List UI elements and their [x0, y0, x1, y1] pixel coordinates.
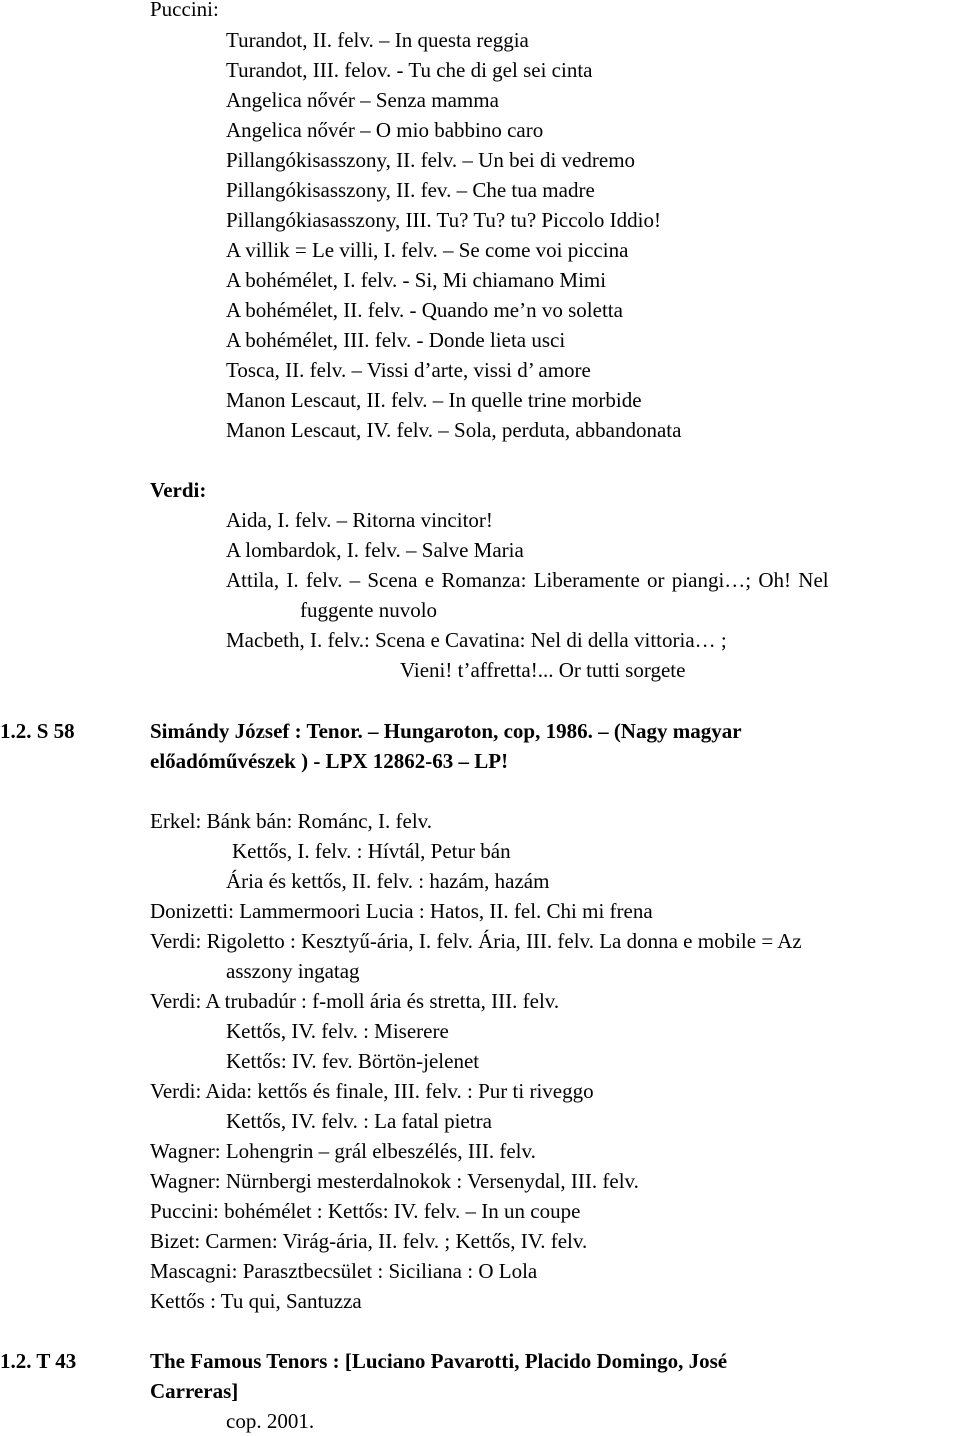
track-item: Erkel: Bánk bán: Románc, I. felv. [150, 809, 433, 833]
list-item: A villik = Le villi, I. felv. – Se come voi piccina [226, 238, 629, 262]
track-item: Verdi: A trubadúr : f-moll ária és stretta, III. felv. [150, 989, 560, 1013]
list-item: A bohémélet, III. felv. - Donde lieta usci [226, 328, 566, 352]
list-item-continuation: Vieni! t’affretta!... Or tutti sorgete [400, 658, 686, 682]
track-item: Mascagni: Parasztbecsület : Siciliana : O Lola [150, 1259, 538, 1283]
track-item: Wagner: Lohengrin – grál elbeszélés, III. felv. [150, 1139, 536, 1163]
list-item: Attila, I. felv. – Scena e Romanza: Liberamente or piangi…; Oh! Nel [226, 568, 829, 592]
list-item: Pillangókiasasszony, III. Tu? Tu? tu? Piccolo Iddio! [226, 208, 661, 232]
list-item-continuation: fuggente nuvolo [300, 598, 438, 622]
list-item: Manon Lescaut, II. felv. – In quelle trine morbide [226, 388, 642, 412]
track-item-continuation: asszony ingatag [226, 959, 360, 983]
record-date: cop. 2001. [226, 1409, 315, 1433]
list-item: Pillangókisasszony, II. fev. – Che tua madre [226, 178, 595, 202]
track-item: Kettős, I. felv. : Hívtál, Petur bán [232, 839, 511, 863]
track-item: Wagner: Nürnbergi mesterdalnokok : Versenydal, III. felv. [150, 1169, 639, 1193]
list-item: Pillangókisasszony, II. felv. – Un bei di vedremo [226, 148, 636, 172]
record-title-continuation: előadóművészek ) - LPX 12862-63 – LP! [150, 749, 509, 773]
list-item: Turandot, II. felv. – In questa reggia [226, 28, 529, 52]
composer-heading-verdi: Verdi: [150, 478, 207, 502]
list-item: Angelica nővér – Senza mamma [226, 88, 499, 112]
track-item: Kettős: IV. fev. Börtön-jelenet [226, 1049, 480, 1073]
list-item: Macbeth, I. felv.: Scena e Cavatina: Nel di della vittoria… ; [226, 628, 727, 652]
track-item: Donizetti: Lammermoori Lucia : Hatos, II. fel. Chi mi frena [150, 899, 653, 923]
track-item: Ária és kettős, II. felv. : hazám, hazám [226, 869, 550, 893]
record-title-continuation: Carreras] [150, 1379, 239, 1403]
record-title: Simándy József : Tenor. – Hungaroton, cop, 1986. – (Nagy magyar [150, 719, 742, 743]
list-item: Tosca, II. felv. – Vissi d’arte, vissi d’ amore [226, 358, 591, 382]
record-title: The Famous Tenors : [Luciano Pavarotti, Placido Domingo, José [150, 1349, 728, 1373]
track-item: Verdi: Rigoletto : Kesztyű-ária, I. felv. Ária, III. felv. La donna e mobile = Az [150, 929, 802, 953]
list-item: A lombardok, I. felv. – Salve Maria [226, 538, 524, 562]
track-item: Kettős, IV. felv. : La fatal pietra [226, 1109, 492, 1133]
list-item: A bohémélet, II. felv. - Quando me’n vo soletta [226, 298, 623, 322]
track-item: Kettős, IV. felv. : Miserere [226, 1019, 449, 1043]
track-item: Verdi: Aida: kettős és finale, III. felv. : Pur ti riveggo [150, 1079, 594, 1103]
track-item: Bizet: Carmen: Virág-ária, II. felv. ; Kettős, IV. felv. [150, 1229, 588, 1253]
list-item: Manon Lescaut, IV. felv. – Sola, perduta, abbandonata [226, 418, 682, 442]
composer-heading-puccini: Puccini: [150, 0, 219, 21]
list-item: Aida, I. felv. – Ritorna vincitor! [226, 508, 493, 532]
list-item: Turandot, III. felov. - Tu che di gel sei cinta [226, 58, 593, 82]
track-item: Kettős : Tu qui, Santuzza [150, 1289, 362, 1313]
list-item: A bohémélet, I. felv. - Si, Mi chiamano Mimi [226, 268, 607, 292]
catalog-code: 1.2. S 58 [0, 719, 75, 743]
list-item: Angelica nővér – O mio babbino caro [226, 118, 544, 142]
track-item: Puccini: bohémélet : Kettős: IV. felv. – In un coupe [150, 1199, 581, 1223]
catalog-code: 1.2. T 43 [0, 1349, 77, 1373]
